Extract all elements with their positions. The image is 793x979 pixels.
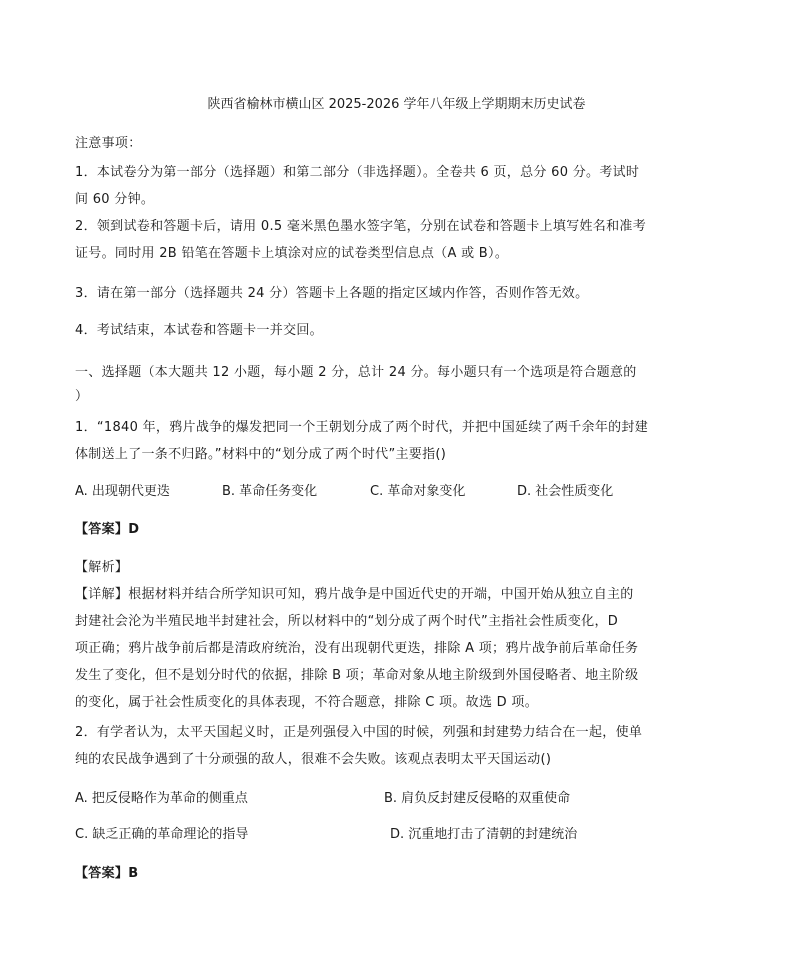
section-heading-cont: ） (75, 389, 89, 404)
q1-detail-line-4: 发生了变化，但不是划分时代的依据，排除 B 项；革命对象从地主阶级到外国侵略者、地主阶级 (75, 668, 639, 683)
q1-detail-line-5: 的变化，属于社会性质变化的具体表现，不符合题意，排除 C 项。故选 D 项。 (75, 695, 539, 710)
q2-stem: 2．有学者认为，太平天国起义时，正是列强侵入中国的时候，列强和封建势力结合在一起，使单 (75, 725, 643, 740)
q1-option-d: D. 社会性质变化 (517, 484, 614, 499)
page-title: 陕西省榆林市横山区 2025-2026 学年八年级上学期期末历史试卷 (207, 97, 586, 112)
q2-answer: 【答案】B (75, 866, 139, 881)
notice-item-4: 4．考试结束，本试卷和答题卡一并交回。 (75, 323, 323, 338)
section-heading: 一、选择题（本大题共 12 小题，每小题 2 分，总计 24 分。每小题只有一个选项是符合题意的 (75, 365, 637, 380)
q1-analysis-heading: 【解析】 (75, 560, 129, 575)
q1-detail-line-2: 封建社会沦为半殖民地半封建社会，所以材料中的“划分成了两个时代”主指社会性质变化，D (75, 614, 619, 629)
notice-item-2: 2．领到试卷和答题卡后，请用 0.5 毫米黑色墨水签字笔，分别在试卷和答题卡上填写姓名和准考 (75, 219, 647, 234)
q2-option-b: B. 肩负反封建反侵略的双重使命 (384, 791, 571, 806)
notice-heading: 注意事项： (75, 136, 142, 151)
q1-option-b: B. 革命任务变化 (222, 484, 318, 499)
q1-option-c: C. 革命对象变化 (370, 484, 466, 499)
q1-detail-line-3: 项正确；鸦片战争前后都是清政府统治，没有出现朝代更迭，排除 A 项；鸦片战争前后革命任务 (75, 641, 639, 656)
q1-detail-line-1: 【详解】根据材料并结合所学知识可知，鸦片战争是中国近代史的开端，中国开始从独立自主的 (75, 587, 634, 602)
q1-stem: 1．“1840 年，鸦片战争的爆发把同一个王朝划分成了两个时代，并把中国延续了两千余年的封建 (75, 420, 649, 435)
q1-option-a: A. 出现朝代更迭 (75, 484, 170, 499)
notice-item-2-cont: 证号。同时用 2B 铅笔在答题卡上填涂对应的试卷类型信息点（A 或 B）。 (75, 246, 509, 261)
notice-item-1-cont: 间 60 分钟。 (75, 192, 155, 207)
notice-item-1: 1．本试卷分为第一部分（选择题）和第二部分（非选择题）。全卷共 6 页，总分 60 分。考试时 (75, 165, 640, 180)
q2-option-a: A. 把反侵略作为革命的侧重点 (75, 791, 248, 806)
q2-option-d: D. 沉重地打击了清朝的封建统治 (390, 827, 578, 842)
q2-option-c: C. 缺乏正确的革命理论的指导 (75, 827, 249, 842)
notice-item-3: 3．请在第一部分（选择题共 24 分）答题卡上各题的指定区域内作答，否则作答无效。 (75, 286, 589, 301)
q1-stem-cont: 体制送上了一条不归路。”材料中的“划分成了两个时代”主要指() (75, 447, 447, 462)
q2-stem-cont: 纯的农民战争遇到了十分顽强的敌人，很难不会失败。该观点表明太平天国运动() (75, 752, 552, 767)
q1-answer: 【答案】D (75, 522, 140, 537)
